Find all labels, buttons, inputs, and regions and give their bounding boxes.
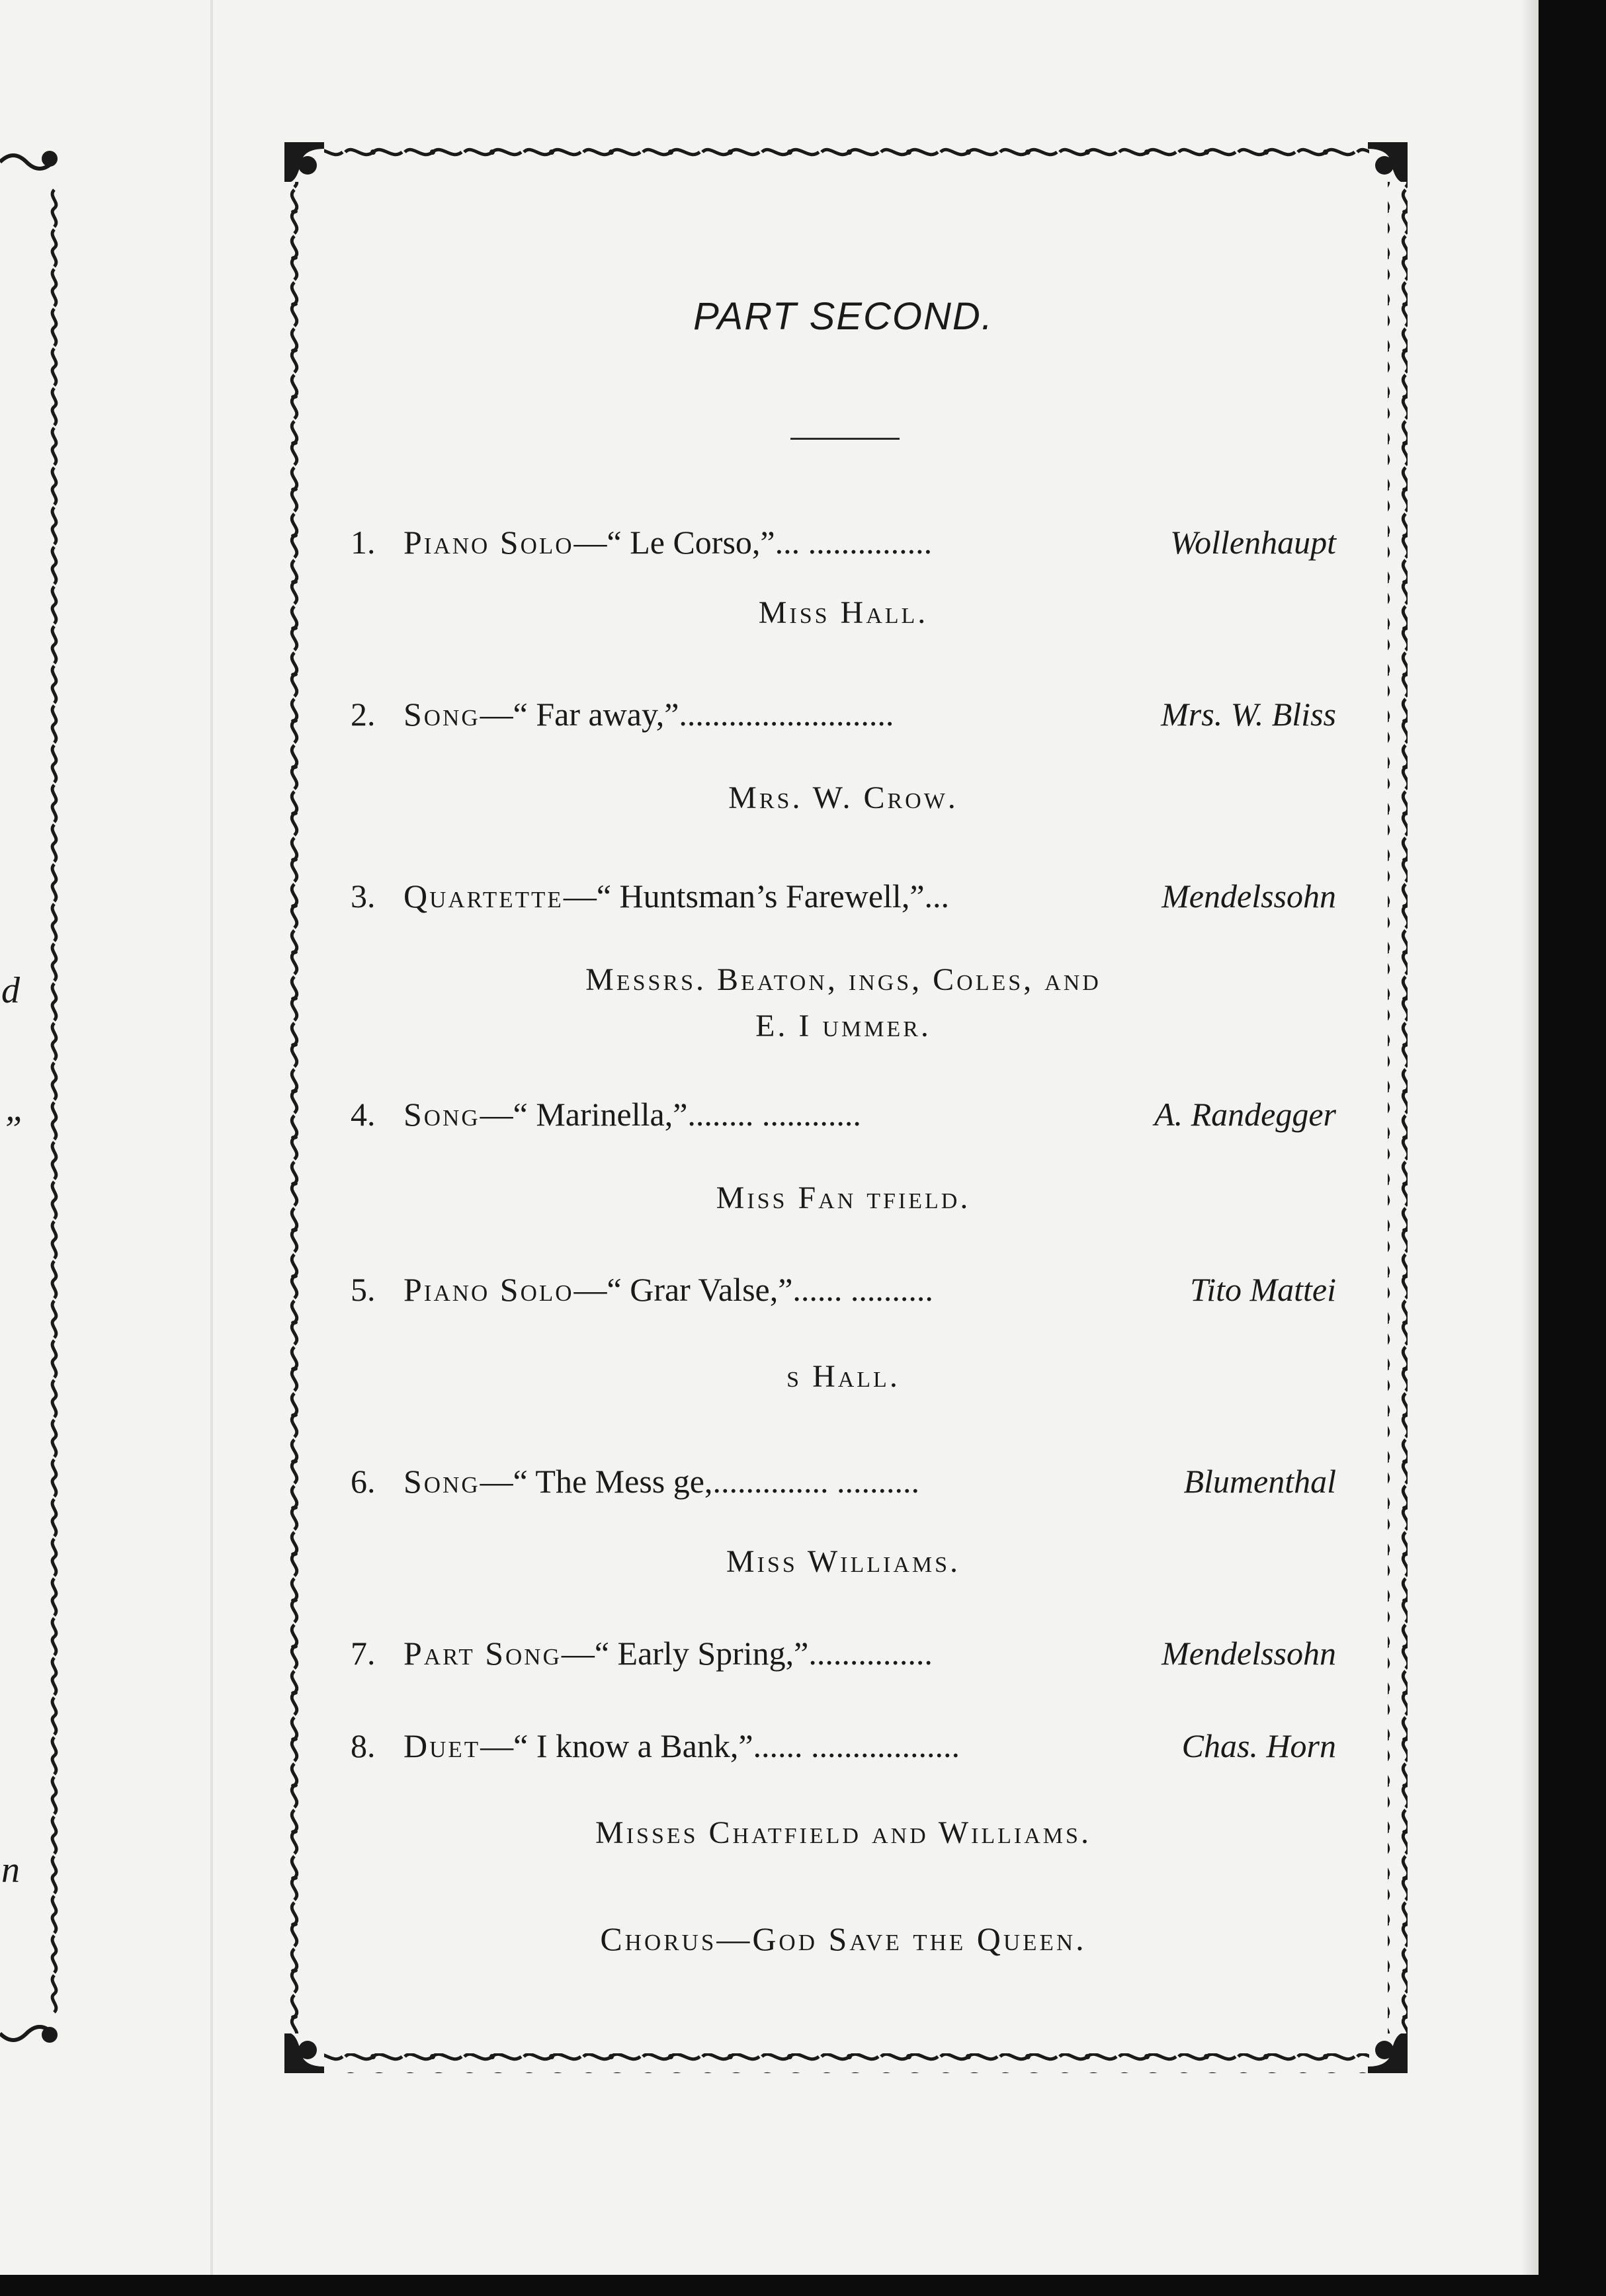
left-fragment-text: d bbox=[1, 970, 20, 1011]
item-number: 6. bbox=[351, 1463, 376, 1500]
item-piece: —“ Far away,” bbox=[480, 696, 679, 733]
item-dots: .............. .......... bbox=[712, 1463, 919, 1500]
item-title bbox=[403, 1719, 960, 1772]
item-kind: Song bbox=[403, 1096, 480, 1133]
item-title bbox=[403, 1627, 933, 1680]
item-performer: Miss Hall. bbox=[758, 595, 929, 630]
program-item bbox=[351, 1627, 1336, 1680]
item-title bbox=[403, 1088, 861, 1141]
item-kind: Piano Solo bbox=[403, 524, 574, 561]
program-item bbox=[351, 870, 1336, 922]
item-title bbox=[403, 870, 949, 922]
item-title bbox=[403, 1455, 919, 1508]
left-page-border bbox=[0, 149, 73, 2053]
title-rule bbox=[790, 438, 900, 440]
item-performer: Messrs. Beaton, ings, Coles, and bbox=[585, 962, 1101, 997]
item-composer: Mrs. W. Bliss bbox=[1157, 688, 1336, 741]
item-number: 7. bbox=[351, 1635, 376, 1672]
item-dots: ...... .................. bbox=[753, 1727, 960, 1764]
program-item bbox=[351, 516, 1336, 569]
item-composer: Wollenhaupt bbox=[1166, 516, 1336, 569]
item-number: 2. bbox=[351, 696, 376, 733]
item-dots: .......................... bbox=[679, 696, 894, 733]
item-piece: —“ Early Spring,” bbox=[561, 1635, 809, 1672]
fold-line bbox=[210, 0, 213, 2275]
program-item bbox=[351, 1455, 1336, 1508]
item-composer: Mendelssohn bbox=[1158, 870, 1336, 922]
item-performer: Miss Fan tfield. bbox=[716, 1180, 971, 1215]
item-dots: ... bbox=[924, 878, 950, 915]
item-performer: Mrs. W. Crow. bbox=[728, 780, 958, 815]
page-edge bbox=[1521, 0, 1539, 2275]
item-dots: ............... bbox=[808, 1635, 933, 1672]
left-fragment-text: ” bbox=[1, 1109, 22, 1150]
item-piece: —“ Grar Valse,” bbox=[573, 1271, 793, 1308]
program-item bbox=[351, 1719, 1336, 1772]
item-kind: Duet bbox=[403, 1727, 481, 1764]
item-piece: —“ I know a Bank,” bbox=[480, 1727, 753, 1764]
program-item bbox=[351, 688, 1336, 741]
item-piece: —“ Marinella,” bbox=[480, 1096, 688, 1133]
item-kind: Quartette bbox=[403, 878, 564, 915]
left-chain-border bbox=[46, 188, 62, 2014]
item-performer-continued: E. I ummer. bbox=[755, 1008, 931, 1044]
item-kind: Part Song bbox=[403, 1635, 562, 1672]
left-fragment-text: n bbox=[1, 1850, 20, 1891]
closing-chorus: Chorus—God Save the Queen. bbox=[600, 1920, 1087, 1957]
item-kind: Piano Solo bbox=[403, 1271, 574, 1308]
item-performer: Miss Williams. bbox=[726, 1544, 961, 1579]
item-composer: Blumenthal bbox=[1179, 1455, 1336, 1508]
item-performer: s Hall. bbox=[786, 1359, 900, 1394]
item-dots: ........ ............ bbox=[687, 1096, 861, 1133]
program-item bbox=[351, 1263, 1336, 1316]
item-composer: Tito Mattei bbox=[1186, 1263, 1336, 1316]
item-composer: Mendelssohn bbox=[1158, 1627, 1336, 1680]
item-number: 8. bbox=[351, 1727, 376, 1764]
item-number: 3. bbox=[351, 878, 376, 915]
item-composer: A. Randegger bbox=[1150, 1088, 1336, 1141]
item-title bbox=[403, 516, 932, 569]
item-performer: Misses Chatfield and Williams. bbox=[595, 1815, 1091, 1850]
item-composer: Chas. Horn bbox=[1178, 1719, 1336, 1772]
item-piece: —“ Le Corso,” bbox=[573, 524, 775, 561]
item-dots: ...... .......... bbox=[792, 1271, 933, 1308]
item-piece: —“ The Mess ge, bbox=[480, 1463, 713, 1500]
item-kind: Song bbox=[403, 696, 480, 733]
item-number: 5. bbox=[351, 1271, 376, 1308]
item-piece: —“ Huntsman’s Farewell,” bbox=[563, 878, 925, 915]
item-number: 4. bbox=[351, 1096, 376, 1133]
left-corner-ornament-top bbox=[0, 149, 60, 175]
page-title: PART SECOND. bbox=[693, 295, 993, 338]
item-title bbox=[403, 688, 894, 741]
left-corner-ornament-bottom bbox=[0, 2020, 60, 2047]
item-title bbox=[403, 1263, 933, 1316]
program-item bbox=[351, 1088, 1336, 1141]
item-number: 1. bbox=[351, 524, 376, 561]
item-dots: ... ............... bbox=[775, 524, 933, 561]
item-kind: Song bbox=[403, 1463, 480, 1500]
